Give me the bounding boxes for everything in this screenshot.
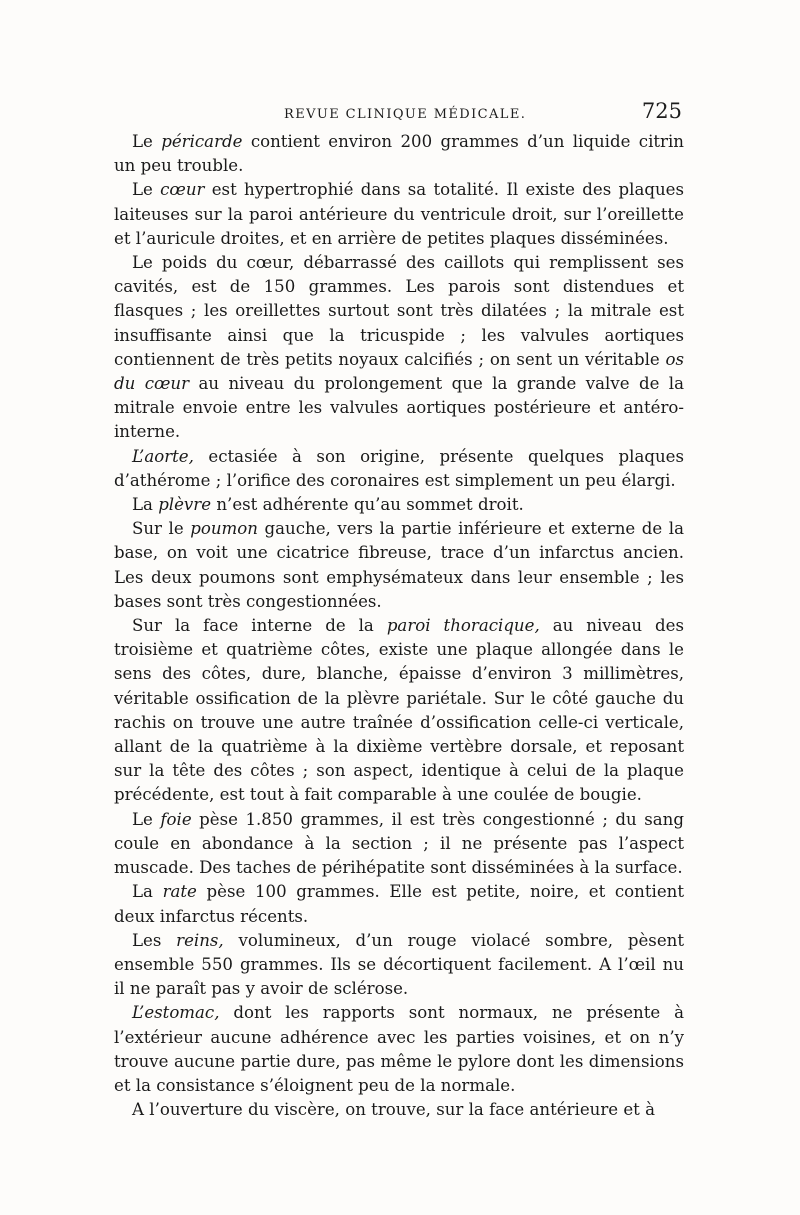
paragraph-rate: La rate pèse 100 grammes. Elle est petite, noire, et contient deux infarctus récents. — [114, 882, 684, 926]
anatomy-term: reins, — [176, 930, 224, 950]
paragraph-foie: Le foie pèse 1.850 grammes, il est très congestionné ; du sang coule en abondance à la section ; il ne présente pas l’aspect muscade. Des taches de périhépatite sont disséminées à la surface. — [114, 809, 684, 878]
anatomy-term: os du cœur — [114, 349, 684, 394]
paragraph-aorte: L’aorte, ectasiée à son origine, présente quelques plaques d’athérome ; l’orifice des coronaires est simplement un peu élargi. — [114, 446, 684, 490]
paragraph-paroi-thoracique: Sur la face interne de la paroi thoracique, au niveau des troisième et quatrième côtes, existe une plaque allongée dans le sens des côtes, dure, blanche, épaisse d’environ 3 millimètres, véritable ossification de la plèvre pariétale. Sur le côté gauche du rachis on trouve une autre traînée d’ossification celle-ci verticale, allant de la quatrième à la dixième vertèbre dorsale, et reposant sur la tête des côtes ; son aspect, identique à celui de la plaque précédente, est tout à fait comparable à une coulée de bougie. — [114, 616, 684, 805]
anatomy-term: L’estomac, — [132, 1003, 220, 1023]
paragraph-reins: Les reins, volumineux, d’un rouge violacé sombre, pèsent ensemble 550 grammes. Ils se décortiquent facilement. A l’œil nu il ne paraît pas y avoir de sclérose. — [114, 930, 684, 999]
paragraph-plevre: La plèvre n’est adhérente qu’au sommet droit. — [132, 495, 524, 515]
page-header — [114, 99, 684, 129]
anatomy-term: rate — [162, 882, 197, 902]
paragraph-coeur: Le cœur est hypertrophié dans sa totalité. Il existe des plaques laiteuses sur la paroi antérieure du ventricule droit, sur l’oreillette et l’auricule droites, et en arrière de petites plaques disséminées. — [114, 180, 684, 248]
anatomy-term: L’aorte, — [132, 446, 194, 466]
body-text — [114, 130, 684, 1122]
anatomy-term: foie — [160, 809, 192, 829]
paragraph-estomac: L’estomac, dont les rapports sont normaux, ne présente à l’extérieur aucune adhérence avec les parties voisines, et on n’y trouve aucune partie dure, pas même le pylore dont les dimensions et la consistance s’éloignent peu de la normale. — [114, 1003, 684, 1095]
page-number: 725 — [641, 99, 682, 123]
paragraph-poumon: Sur le poumon gauche, vers la partie inférieure et externe de la base, on voit une cicatrice fibreuse, trace d’un infarctus ancien. Les deux poumons sont emphysémateux dans leur ensemble ; les bases sont très congestionnées. — [114, 519, 684, 611]
anatomy-term: cœur — [160, 180, 205, 200]
anatomy-term: paroi thoracique, — [386, 616, 540, 636]
paragraph-pericarde: Le péricarde contient environ 200 grammes d’un liquide citrin un peu trouble. — [114, 132, 684, 176]
anatomy-term: plèvre — [158, 495, 212, 515]
paragraph-poids-coeur: Le poids du cœur, débarrassé des caillots qui remplissent ses cavités, est de 150 grammes. Les parois sont distendues et flasques ; les oreillettes surtout sont très dilatées ; la mitrale est insuffisante ainsi que la tricuspide ; les valvules aortiques contiennent de très petits noyaux calcifiés ; on sent un véritable os du cœur au niveau du prolongement que la grande valve de la mitrale envoie entre les valvules aortiques postérieure et antéro-interne. — [114, 253, 685, 442]
running-title: REVUE CLINIQUE MÉDICALE. — [284, 107, 527, 122]
anatomy-term: péricarde — [161, 132, 243, 151]
anatomy-term: poumon — [190, 519, 258, 539]
paragraph-ouverture: A l’ouverture du viscère, on trouve, sur la face antérieure et à — [132, 1100, 656, 1120]
